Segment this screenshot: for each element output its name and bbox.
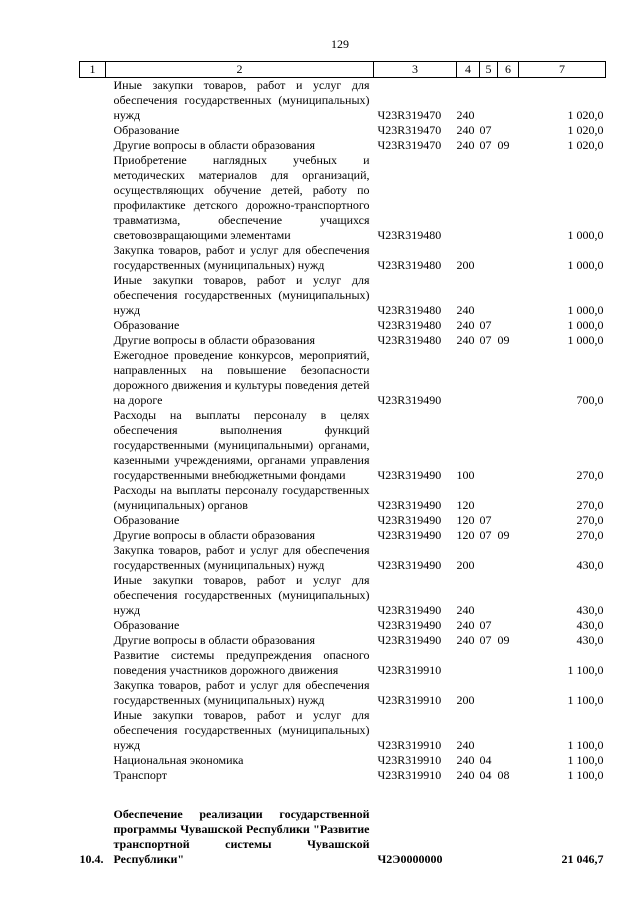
row-subsection — [498, 273, 519, 318]
row-description: Другие вопросы в области образования — [113, 333, 315, 347]
row-description: Образование — [113, 318, 180, 332]
row-description: Образование — [113, 123, 180, 137]
row-subsection — [498, 153, 519, 243]
row-target-code: Ч23R319490 — [377, 618, 442, 632]
row-section — [480, 648, 498, 678]
row-number — [80, 633, 106, 648]
row-description: Национальная экономика — [113, 753, 244, 767]
row-section: 07 — [479, 633, 492, 647]
row-number — [80, 153, 106, 243]
row-amount: 430,0 — [576, 603, 604, 617]
row-target-code: Ч23R319910 — [377, 663, 442, 677]
row-expense-type: 240 — [456, 333, 475, 347]
row-section — [480, 153, 498, 243]
row-amount: 1 100,0 — [567, 693, 604, 707]
table-row — [80, 123, 606, 138]
table-row — [80, 153, 606, 243]
row-number — [80, 708, 106, 753]
row-amount: 1 020,0 — [567, 138, 604, 152]
table-row — [80, 138, 606, 153]
row-expense-type: 240 — [456, 138, 475, 152]
row-amount: 1 000,0 — [567, 228, 604, 242]
row-section — [480, 78, 498, 124]
row-subsection: 09 — [497, 138, 510, 152]
row-expense-type: 120 — [456, 528, 475, 542]
row-section — [480, 273, 498, 318]
row-target-code: Ч23R319490 — [377, 468, 442, 482]
row-section — [480, 678, 498, 708]
row-number — [80, 648, 106, 678]
row-expense-type: 240 — [456, 768, 475, 782]
row-number — [80, 408, 106, 483]
row-description: Закупка товаров, работ и услуг для обеспечения государственных (муниципальных) нужд — [113, 543, 370, 572]
row-subsection — [498, 708, 519, 753]
table-row — [80, 807, 606, 867]
row-number — [80, 618, 106, 633]
row-amount: 1 100,0 — [567, 738, 604, 752]
row-subsection — [498, 648, 519, 678]
table-body — [80, 78, 606, 868]
table-row — [80, 678, 606, 708]
row-section — [480, 807, 498, 867]
row-section: 07 — [479, 528, 492, 542]
row-expense-type: 240 — [456, 633, 475, 647]
row-description: Ежегодное проведение конкурсов, мероприятий, направленных на повышение безопасности дорожного движения и культуры поведения детей на дороге — [113, 348, 370, 407]
row-subsection — [498, 483, 519, 513]
row-subsection — [498, 618, 519, 633]
row-number — [80, 573, 106, 618]
column-header-2: 2 — [106, 62, 374, 78]
row-expense-type: 120 — [456, 498, 475, 512]
row-description: Образование — [113, 618, 180, 632]
table-row — [80, 633, 606, 648]
row-expense-type: 240 — [456, 108, 475, 122]
row-amount: 270,0 — [576, 528, 604, 542]
row-subsection — [498, 543, 519, 573]
row-amount: 1 020,0 — [567, 123, 604, 137]
row-section: 07 — [479, 138, 492, 152]
row-section: 07 — [479, 513, 492, 527]
row-description: Другие вопросы в области образования — [113, 528, 315, 542]
table-row — [80, 753, 606, 768]
row-amount: 270,0 — [576, 513, 604, 527]
page-number: 129 — [331, 37, 349, 51]
row-amount: 700,0 — [576, 393, 604, 407]
column-header-5: 5 — [480, 62, 498, 78]
row-section — [480, 408, 498, 483]
row-number — [80, 78, 106, 124]
row-description: Иные закупки товаров, работ и услуг для обеспечения государственных (муниципальных) нужд — [113, 78, 370, 122]
table-row — [80, 528, 606, 543]
row-section — [480, 483, 498, 513]
column-header-6: 6 — [498, 62, 519, 78]
table-row — [80, 573, 606, 618]
row-subsection — [498, 408, 519, 483]
row-section — [480, 573, 498, 618]
row-target-code: Ч23R319490 — [377, 633, 442, 647]
row-target-code: Ч23R319480 — [377, 228, 442, 242]
row-expense-type: 200 — [456, 693, 475, 707]
row-amount: 1 000,0 — [567, 258, 604, 272]
row-number — [80, 273, 106, 318]
row-number — [80, 318, 106, 333]
row-subsection — [498, 348, 519, 408]
column-header-3: 3 — [374, 62, 457, 78]
row-amount: 270,0 — [576, 498, 604, 512]
row-number — [80, 753, 106, 768]
row-section — [480, 543, 498, 573]
row-amount: 430,0 — [576, 633, 604, 647]
row-subsection: 08 — [497, 768, 510, 782]
table-row — [80, 618, 606, 633]
row-amount: 1 100,0 — [567, 768, 604, 782]
row-expense-type: 100 — [456, 468, 475, 482]
row-section: 07 — [479, 123, 492, 137]
row-section: 07 — [479, 618, 492, 632]
row-number — [80, 348, 106, 408]
row-section: 07 — [479, 333, 492, 347]
row-target-code: Ч23R319490 — [377, 393, 442, 407]
row-expense-type — [457, 348, 480, 408]
row-subsection — [498, 318, 519, 333]
row-amount: 1 020,0 — [567, 108, 604, 122]
row-amount: 270,0 — [576, 468, 604, 482]
row-amount: 21 046,7 — [561, 852, 604, 866]
row-expense-type: 240 — [456, 318, 475, 332]
row-subsection: 09 — [497, 633, 510, 647]
row-description: Образование — [113, 513, 180, 527]
row-number — [80, 333, 106, 348]
row-section: 04 — [479, 768, 492, 782]
row-description: Развитие системы предупреждения опасного поведения участников дорожного движения — [113, 648, 370, 677]
row-expense-type: 240 — [456, 123, 475, 137]
row-amount: 430,0 — [576, 618, 604, 632]
row-subsection — [498, 807, 519, 867]
row-expense-type: 120 — [456, 513, 475, 527]
row-expense-type: 240 — [456, 303, 475, 317]
row-target-code: Ч23R319490 — [377, 498, 442, 512]
table-row — [80, 648, 606, 678]
table-row — [80, 243, 606, 273]
table-row — [80, 408, 606, 483]
row-description: Расходы на выплаты персоналу в целях обеспечения выполнения функций государственными (муниципальными) органами, казенными учреждениями, органами управления государственными внебюджетными фондами — [113, 408, 370, 482]
row-expense-type — [457, 153, 480, 243]
row-target-code: Ч23R319480 — [377, 303, 442, 317]
table-row — [80, 78, 606, 124]
row-spacer — [80, 783, 606, 807]
row-amount: 1 100,0 — [567, 753, 604, 767]
row-target-code: Ч23R319490 — [377, 528, 442, 542]
row-amount: 1 000,0 — [567, 333, 604, 347]
table-row — [80, 348, 606, 408]
row-amount: 1 000,0 — [567, 318, 604, 332]
row-description: Расходы на выплаты персоналу государственных (муниципальных) органов — [113, 483, 370, 512]
row-subsection — [498, 573, 519, 618]
table-row — [80, 273, 606, 318]
row-target-code: Ч23R319470 — [377, 138, 442, 152]
row-description: Иные закупки товаров, работ и услуг для обеспечения государственных (муниципальных) нужд — [113, 573, 370, 617]
table-row — [80, 483, 606, 513]
budget-table — [79, 61, 606, 867]
row-number — [80, 543, 106, 573]
row-description: Другие вопросы в области образования — [113, 138, 315, 152]
row-section — [480, 243, 498, 273]
row-number — [80, 123, 106, 138]
row-target-code: Ч23R319910 — [377, 738, 442, 752]
row-description: Закупка товаров, работ и услуг для обеспечения государственных (муниципальных) нужд — [113, 678, 370, 707]
row-subsection: 09 — [497, 528, 510, 542]
row-expense-type: 240 — [456, 753, 475, 767]
row-number — [80, 483, 106, 513]
row-spacer-cell — [80, 783, 606, 807]
row-target-code: Ч23R319490 — [377, 603, 442, 617]
row-target-code: Ч23R319470 — [377, 108, 442, 122]
row-description: Обеспечение реализации государственной программы Чувашской Республики "Развитие транспортной системы Чувашской Республики" — [113, 807, 370, 866]
column-header-1: 1 — [80, 62, 106, 78]
table-row — [80, 543, 606, 573]
row-subsection — [498, 123, 519, 138]
row-expense-type: 240 — [456, 738, 475, 752]
row-target-code: Ч23R319910 — [377, 693, 442, 707]
row-amount: 1 100,0 — [567, 663, 604, 677]
row-description: Закупка товаров, работ и услуг для обеспечения государственных (муниципальных) нужд — [113, 243, 370, 272]
row-section: 07 — [479, 318, 492, 332]
row-expense-type — [457, 807, 480, 867]
row-section: 04 — [479, 753, 492, 767]
row-subsection — [498, 78, 519, 124]
column-header-7: 7 — [519, 62, 606, 78]
column-header-4: 4 — [457, 62, 480, 78]
row-number — [80, 678, 106, 708]
row-target-code: Ч23R319480 — [377, 258, 442, 272]
row-target-code: Ч2Э0000000 — [377, 852, 443, 866]
row-target-code: Ч23R319910 — [377, 753, 442, 767]
table-row — [80, 513, 606, 528]
row-target-code: Ч23R319480 — [377, 318, 442, 332]
row-subsection — [498, 678, 519, 708]
row-number — [80, 138, 106, 153]
row-description: Транспорт — [113, 768, 167, 782]
row-subsection — [498, 243, 519, 273]
row-number: 10.4. — [79, 852, 104, 866]
row-description: Иные закупки товаров, работ и услуг для обеспечения государственных (муниципальных) нужд — [113, 708, 370, 752]
table-row — [80, 708, 606, 753]
row-amount: 1 000,0 — [567, 303, 604, 317]
row-target-code: Ч23R319910 — [377, 768, 442, 782]
row-number — [80, 513, 106, 528]
row-subsection: 09 — [497, 333, 510, 347]
row-section — [480, 708, 498, 753]
row-subsection — [498, 753, 519, 768]
row-target-code: Ч23R319490 — [377, 558, 442, 572]
table-row — [80, 333, 606, 348]
row-subsection — [498, 513, 519, 528]
row-expense-type — [457, 648, 480, 678]
row-target-code: Ч23R319470 — [377, 123, 442, 137]
row-description: Приобретение наглядных учебных и методических материалов для организаций, осуществляющих обучение детей, работу по профилактике детского дорожно-транспортного травматизма, обеспечение учащихся световозвращающими элементами — [113, 153, 370, 242]
row-number — [80, 243, 106, 273]
row-target-code: Ч23R319480 — [377, 333, 442, 347]
row-expense-type: 240 — [456, 618, 475, 632]
row-section — [480, 348, 498, 408]
table-row — [80, 318, 606, 333]
row-number — [80, 768, 106, 783]
table-row — [80, 768, 606, 783]
row-expense-type: 240 — [456, 603, 475, 617]
row-number — [80, 528, 106, 543]
row-expense-type: 200 — [456, 258, 475, 272]
row-description: Другие вопросы в области образования — [113, 633, 315, 647]
row-expense-type: 200 — [456, 558, 475, 572]
table-header — [80, 62, 606, 78]
row-description: Иные закупки товаров, работ и услуг для обеспечения государственных (муниципальных) нужд — [113, 273, 370, 317]
row-amount: 430,0 — [576, 558, 604, 572]
row-target-code: Ч23R319490 — [377, 513, 442, 527]
